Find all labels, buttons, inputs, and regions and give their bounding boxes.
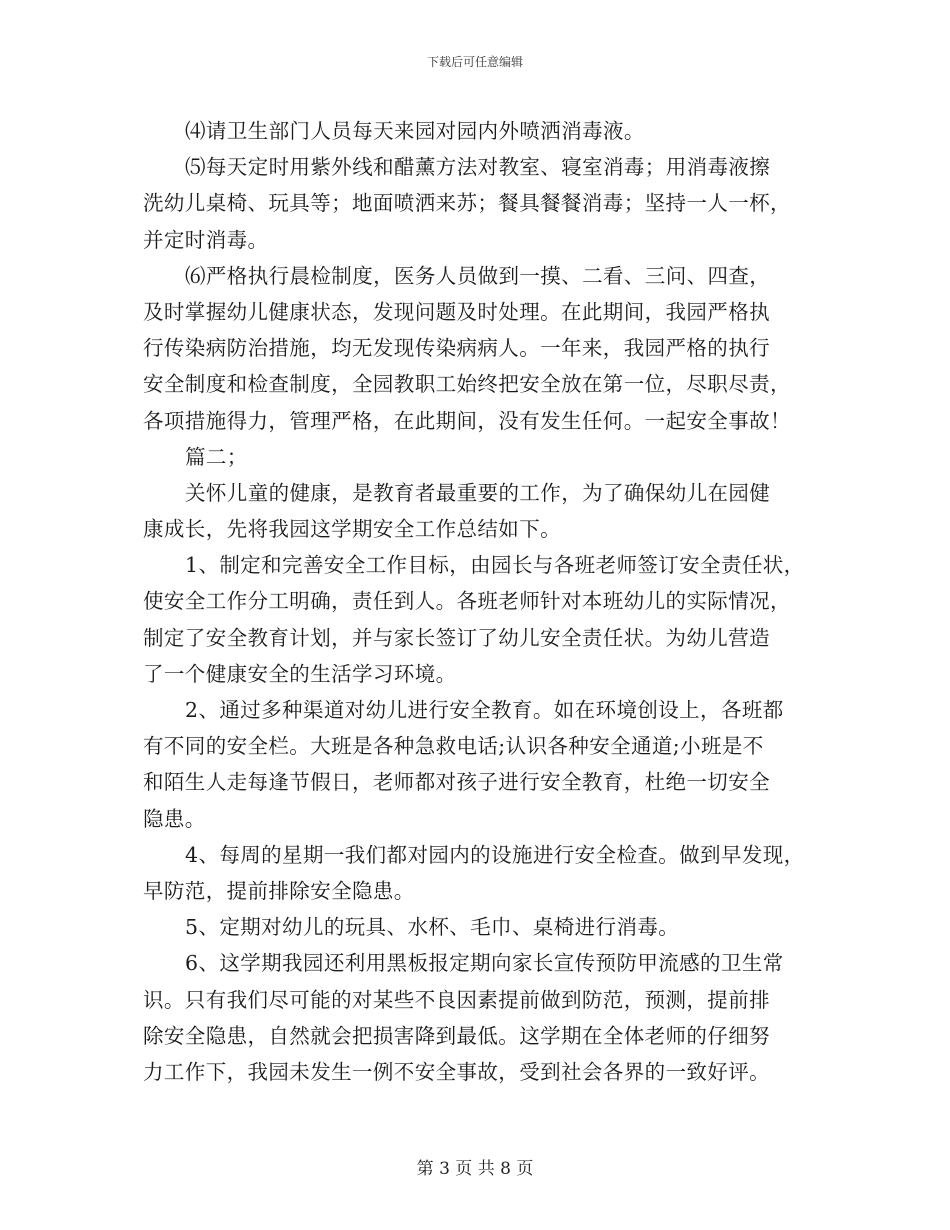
text-line: 6、这学期我园还利用黑板报定期向家长宣传预防甲流感的卫生常 xyxy=(185,951,784,976)
text-line: 识。只有我们尽可能的对某些不良因素提前做到防范，预测，提前排 xyxy=(143,987,770,1012)
text-line: 行传染病防治措施，均无发现传染病病人。一年来，我园严格的执行 xyxy=(143,336,770,361)
document-body xyxy=(143,113,833,1090)
text-line: 早防范，提前排除安全隐患。 xyxy=(143,878,415,903)
text-line: 洗幼儿桌椅、玩具等；地面喷洒来苏；餐具餐餐消毒；坚持一人一杯， xyxy=(143,191,791,216)
text-line: 隐患。 xyxy=(143,806,206,831)
text-line: 安全制度和检查制度，全园教职工始终把安全放在第一位，尽职尽责， xyxy=(143,372,791,397)
text-line: 1、制定和完善安全工作目标，由园长与各班老师签订安全责任状， xyxy=(185,553,805,578)
text-line: 及时掌握幼儿健康状态，发现问题及时处理。在此期间，我园严格执 xyxy=(143,299,770,324)
text-line: 制定了安全教育计划，并与家长签订了幼儿安全责任状。为幼儿营造 xyxy=(143,625,770,650)
text-line: ⑷请卫生部门人员每天来园对园内外喷洒消毒液。 xyxy=(185,119,645,143)
page-number-label: 第 3 页 共 8 页 xyxy=(416,1159,534,1179)
text-line: ⑹严格执行晨检制度，医务人员做到一摸、二看、三问、四查， xyxy=(185,263,771,288)
text-line: 各项措施得力，管理严格，在此期间，没有发生任何。一起安全事故！ xyxy=(143,408,791,433)
text-line: 了一个健康安全的生活学习环境。 xyxy=(143,661,457,686)
text-line: 和陌生人走每逢节假日，老师都对孩子进行安全教育，杜绝一切安全 xyxy=(143,770,770,795)
text-line: 力工作下，我园未发生一例不安全事故，受到社会各界的一致好评。 xyxy=(143,1059,770,1084)
text-line: ⑸每天定时用紫外线和醋薰方法对教室、寝室消毒；用消毒液擦 xyxy=(185,155,771,180)
header-note: 下载后可任意编辑 xyxy=(426,55,523,69)
section-heading: 篇二； xyxy=(185,444,248,469)
text-line: 除安全隐患，自然就会把损害降到最低。这学期在全体老师的仔细努 xyxy=(143,1023,770,1048)
text-line: 4、每周的星期一我们都对园内的设施进行安全检查。做到早发现， xyxy=(185,842,805,867)
page-number-footer xyxy=(0,1154,950,1179)
text-line: 使安全工作分工明确，责任到人。各班老师针对本班幼儿的实际情况， xyxy=(143,589,791,614)
text-line: 并定时消毒。 xyxy=(143,227,269,252)
text-line: 有不同的安全栏。大班是各种急救电话;认识各种安全通道;小班是不 xyxy=(143,734,764,759)
text-line: 5、定期对幼儿的玩具、水杯、毛巾、桌椅进行消毒。 xyxy=(185,915,680,940)
text-line: 关怀儿童的健康，是教育者最重要的工作，为了确保幼儿在园健 xyxy=(185,480,771,505)
text-line: 2、通过多种渠道对幼儿进行安全教育。如在环境创设上，各班都 xyxy=(185,698,784,722)
text-line: 康成长，先将我园这学期安全工作总结如下。 xyxy=(143,517,561,542)
